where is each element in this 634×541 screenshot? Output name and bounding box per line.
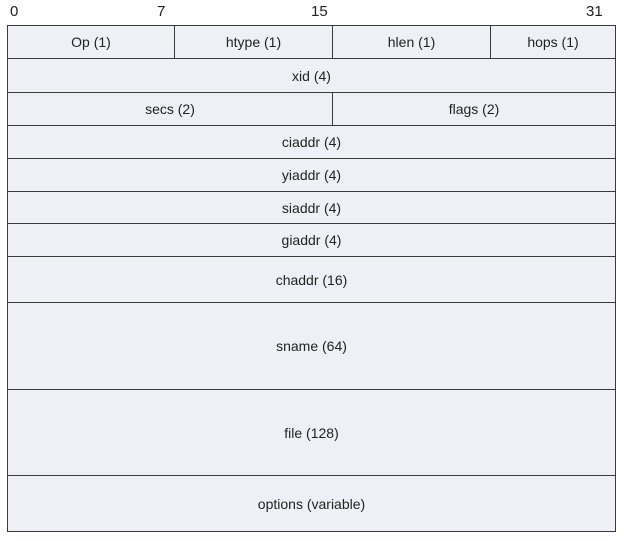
field-sname: sname (64) [7, 302, 616, 390]
field-hlen: hlen (1) [332, 25, 491, 59]
field-xid: xid (4) [7, 58, 616, 93]
field-hops: hops (1) [490, 25, 616, 59]
field-siaddr: siaddr (4) [7, 191, 616, 224]
field-yiaddr: yiaddr (4) [7, 158, 616, 192]
field-secs: secs (2) [7, 92, 333, 126]
field-giaddr: giaddr (4) [7, 223, 616, 257]
field-ciaddr: ciaddr (4) [7, 125, 616, 159]
bit-label-15: 15 [311, 3, 328, 20]
field-flags: flags (2) [332, 92, 616, 126]
field-chaddr: chaddr (16) [7, 256, 616, 303]
field-htype: htype (1) [174, 25, 333, 59]
field-options: options (variable) [7, 475, 616, 532]
bit-label-0: 0 [10, 3, 19, 20]
field-file: file (128) [7, 389, 616, 476]
bit-label-7: 7 [157, 3, 166, 20]
bit-label-31: 31 [586, 3, 603, 20]
field-op: Op (1) [7, 25, 175, 59]
